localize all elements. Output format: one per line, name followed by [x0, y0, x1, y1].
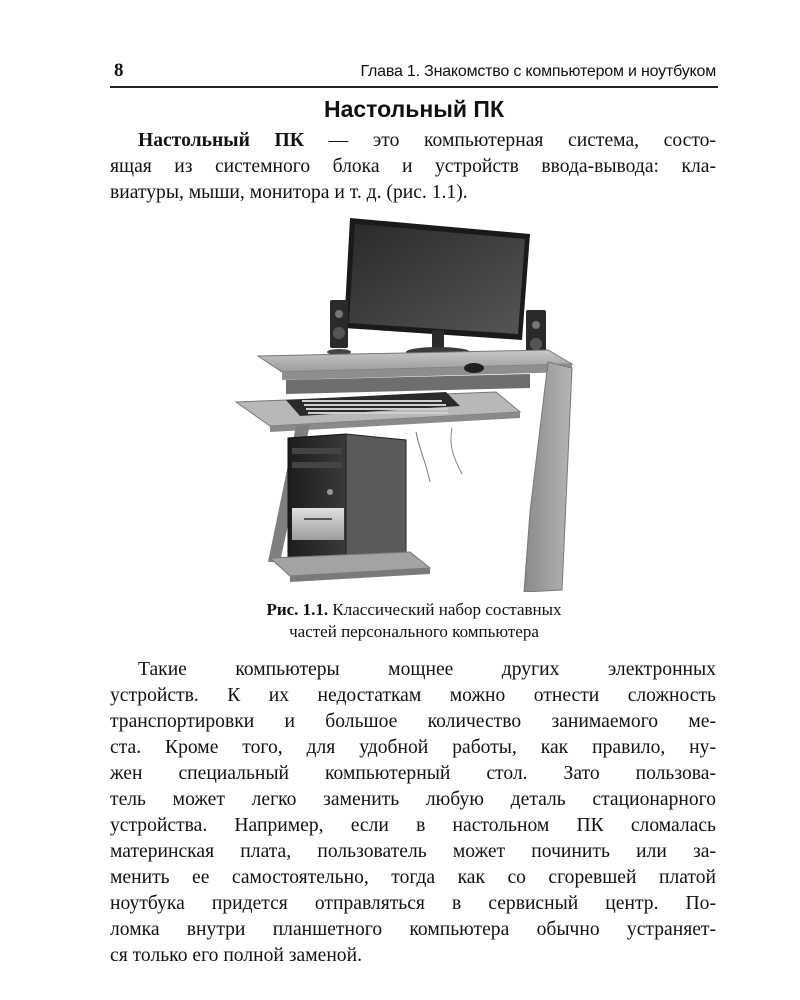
running-header — [110, 58, 718, 88]
intro-term: Настольный ПК — [138, 130, 304, 151]
caption-line-1 — [110, 599, 718, 621]
body-line: менить ее самостоятельно, тогда как со сгоревшей платой — [110, 867, 716, 888]
mouse-icon — [464, 363, 484, 373]
chapter-title: Глава 1. Знакомство с компьютером и ноутбуком — [360, 63, 716, 80]
body-line: жен специальный компьютерный стол. Зато пользова- — [110, 763, 716, 784]
left-speaker-icon — [327, 300, 351, 355]
intro-line-text: — это компьютерная система, состо- — [303, 130, 716, 151]
desktop-pc-figure — [230, 212, 590, 592]
body-line: ся только его полной заменой. — [110, 945, 362, 966]
body-line: ломка внутри планшетного компьютера обычно устраняет- — [110, 919, 716, 940]
body-paragraph — [110, 657, 716, 969]
intro-line: виатуры, мыши, монитора и т. д. (рис. 1.1). — [110, 182, 468, 203]
body-line: тель может легко заменить любую деталь стационарного — [110, 789, 716, 810]
system-unit-icon — [288, 434, 406, 568]
page-number: 8 — [114, 60, 124, 81]
figure-label: Рис. 1.1. — [266, 600, 329, 619]
monitor-icon — [344, 218, 530, 357]
body-line: устройства. Например, если в настольном ПК сломалась — [110, 815, 716, 836]
section-title: Настольный ПК — [323, 96, 504, 122]
keyboard-icon — [286, 392, 460, 416]
intro-line: ящая из системного блока и устройств ввода-вывода: кла- — [110, 156, 716, 177]
caption-line-2: частей персонального компьютера — [289, 622, 539, 641]
body-line: ста. Кроме того, для удобной работы, как правило, ну- — [110, 737, 716, 758]
figure-caption — [110, 599, 718, 643]
intro-line — [110, 128, 716, 154]
body-line: устройств. К их недостаткам можно отнести сложность — [110, 685, 716, 706]
caption-text-1: Классический набор составных — [328, 600, 562, 619]
body-line: транспортировки и большое количество занимаемого ме- — [110, 711, 716, 732]
body-line: Такие компьютеры мощнее других электронных — [138, 659, 716, 680]
body-line: ноутбука придется отправляться в сервисный центр. По- — [110, 893, 716, 914]
intro-paragraph — [110, 128, 716, 206]
body-line: материнская плата, пользователь может починить или за- — [110, 841, 716, 862]
